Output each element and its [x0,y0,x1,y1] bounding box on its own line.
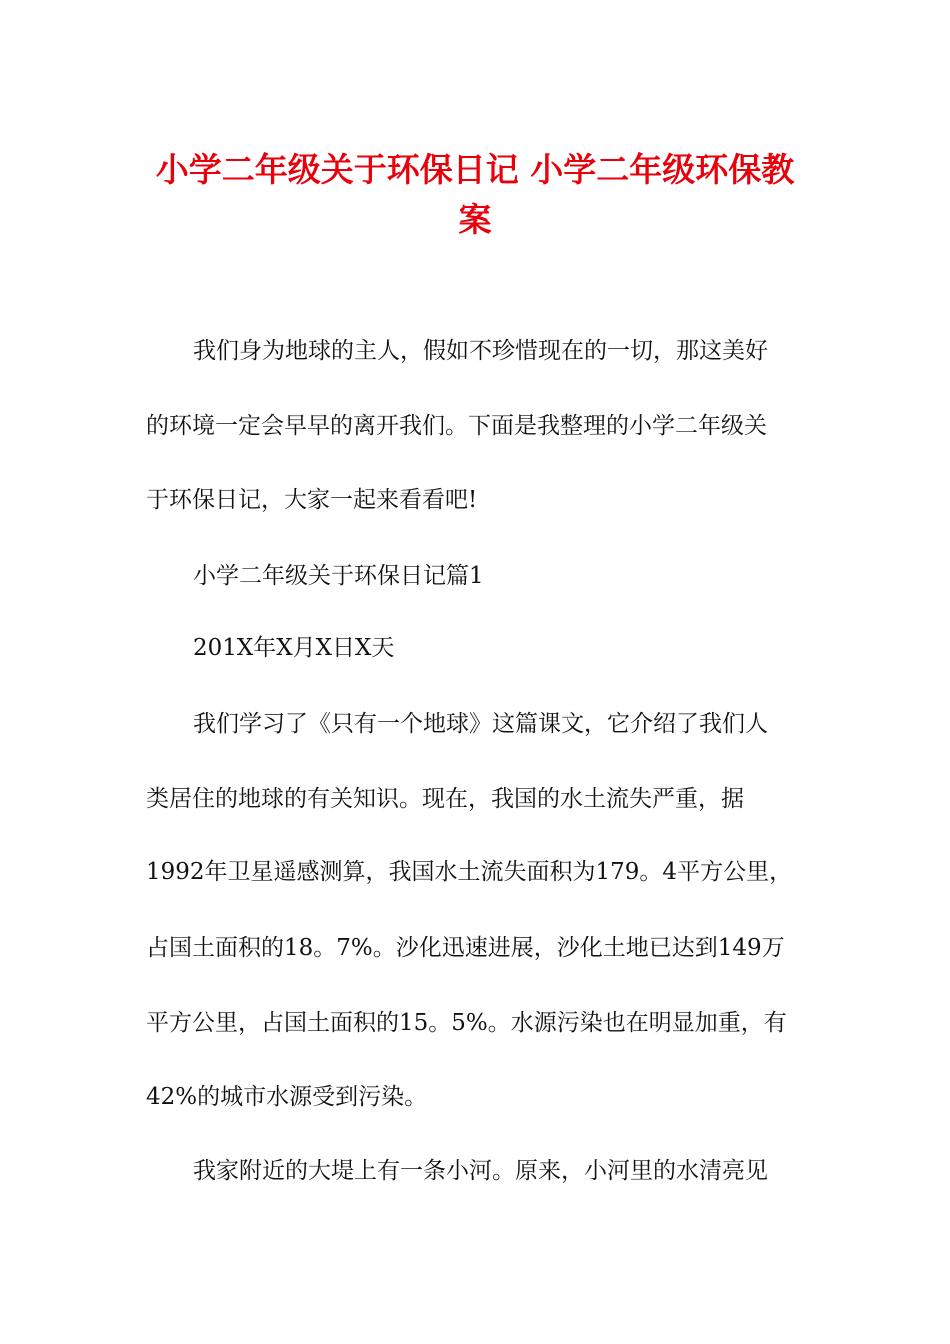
paragraph-line: 我们身为地球的主人，假如不珍惜现在的一切，那这美好 [193,338,768,364]
paragraph-line: 于环保日记，大家一起来看看吧! [146,487,478,513]
paragraph-line: 我家附近的大堤上有一条小河。原来，小河里的水清亮见 [193,1158,768,1184]
paragraph-line: 占国土面积的18。7%。沙化迅速进展，沙化土地已达到149万 [146,935,785,961]
paragraph-line: 的环境一定会早早的离开我们。下面是我整理的小学二年级关 [146,413,767,439]
section-heading: 小学二年级关于环保日记篇1 [193,563,484,589]
document-title-line-1: 小学二年级关于环保日记 小学二年级环保教 [155,150,795,189]
paragraph-line: 类居住的地球的有关知识。现在，我国的水土流失严重，据 [146,786,744,812]
document-title-line-2: 案 [458,200,492,239]
date-line: 201X年X月X日X天 [193,635,395,661]
paragraph-line: 1992年卫星遥感测算，我国水土流失面积为179。4平方公里， [146,859,793,885]
paragraph-line: 42%的城市水源受到污染。 [146,1084,428,1110]
paragraph-line: 我们学习了《只有一个地球》这篇课文，它介绍了我们人 [193,711,768,737]
paragraph-line: 平方公里，占国土面积的15。5%。水源污染也在明显加重，有 [146,1010,787,1036]
